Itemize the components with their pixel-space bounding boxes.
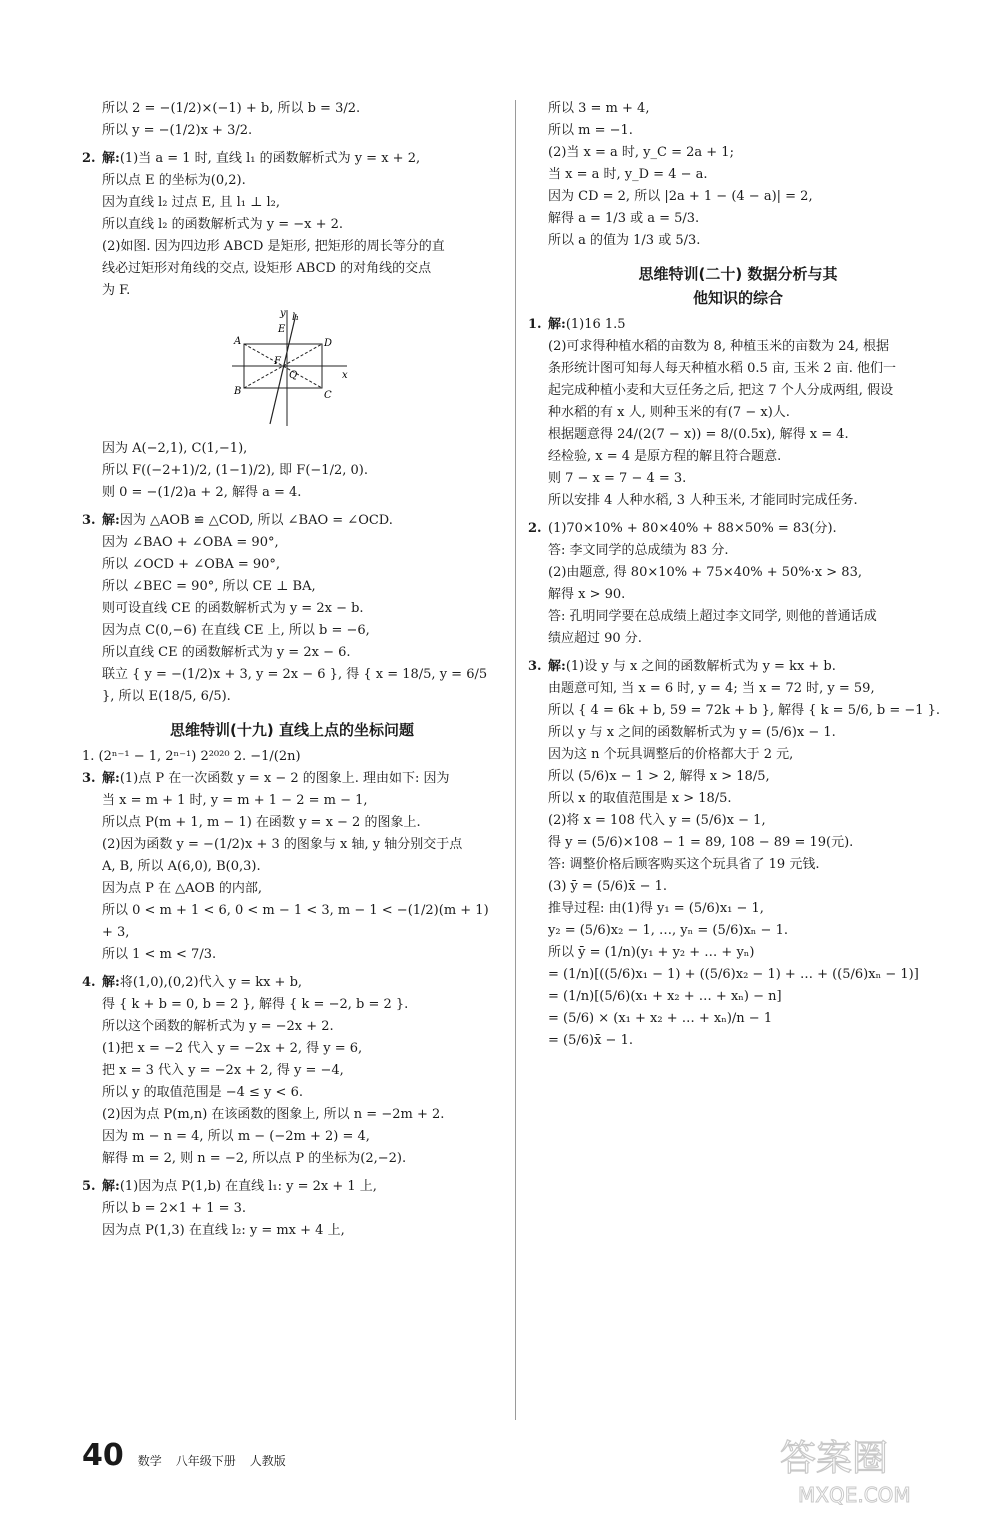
section-title-20	[528, 262, 948, 310]
text-line: (2)因为函数 y = −(1/2)x + 3 的图象与 x 轴, y 轴分别交于点	[102, 837, 463, 852]
text-line: 所以 x 的取值范围是 x > 18/5.	[548, 791, 732, 806]
watermark-logo	[770, 1430, 970, 1510]
text-line: (1)70×10% + 80×40% + 88×50% = 83(分).	[548, 521, 837, 536]
text-line: = (1/n)[((5/6)x₁ − 1) + ((5/6)x₂ − 1) + … + ((5/6)xₙ − 1)]	[548, 967, 919, 982]
l1-label: l₁	[292, 312, 300, 323]
text-line: (1)因为点 P(1,b) 在直线 l₁: y = 2x + 1 上,	[119, 1179, 377, 1194]
question-4-line	[82, 972, 502, 994]
text-line: (3) ȳ = (5/6)x̄ − 1.	[548, 879, 668, 894]
question-number: 3.	[82, 771, 96, 786]
text-line: 所以直线 l₂ 的函数解析式为 y = −x + 2.	[102, 217, 344, 232]
text-line: y₂ = (5/6)x₂ − 1, …, yₙ = (5/6)xₙ − 1.	[548, 923, 788, 938]
question-number: 2.	[82, 151, 96, 166]
page-number: 40	[82, 1438, 124, 1473]
text-line: 因为点 C(0,−6) 在直线 CE 上, 所以 b = −6,	[102, 623, 370, 638]
text-line: 把 x = 3 代入 y = −2x + 2, 得 y = −4,	[102, 1063, 344, 1078]
text-line: 解得 x > 90.	[548, 587, 626, 602]
answer-label: 解:	[102, 151, 120, 166]
y-axis-label: y	[280, 308, 286, 319]
text-line: 绩应超过 90 分.	[548, 631, 642, 646]
text-line: 所以 b = 2×1 + 1 = 3.	[102, 1201, 247, 1216]
text-line: (2)由题意, 得 80×10% + 75×40% + 50%·x > 83,	[548, 565, 862, 580]
question-number: 3.	[82, 513, 96, 528]
text-line: 因为点 P 在 △AOB 的内部,	[102, 881, 263, 896]
watermark-line-1: 答案圈	[780, 1438, 889, 1479]
text-line: 所以 0 < m + 1 < 6, 0 < m − 1 < 3, m − 1 < −(1/2)(m + 1) + 3,	[102, 903, 489, 940]
text-line: 所以 ȳ = (1/n)(y₁ + y₂ + … + yₙ)	[548, 945, 755, 960]
question-number: 3.	[528, 659, 542, 674]
text-line: 所以 (5/6)x − 1 > 2, 解得 x > 18/5,	[548, 769, 770, 784]
text-line: 将(1,0),(0,2)代入 y = kx + b,	[119, 975, 303, 990]
text-line: 所以安排 4 人种水稻, 3 人种玉米, 才能同时完成任务.	[548, 493, 858, 508]
question-number: 1.	[528, 317, 542, 332]
text-line: 线必过矩形对角线的交点, 设矩形 ABCD 的对角线的交点	[102, 261, 432, 276]
text-line: 1. (2ⁿ⁻¹ − 1, 2ⁿ⁻¹) 2²⁰²⁰ 2. −1/(2n)	[82, 749, 301, 764]
page-footer	[82, 1432, 286, 1472]
text-line: (1)设 y 与 x 之间的函数解析式为 y = kx + b.	[565, 659, 836, 674]
text-line: 因为 A(−2,1), C(1,−1),	[102, 441, 248, 456]
footer-grade: 八年级下册	[175, 1454, 236, 1468]
text-line: 经检验, x = 4 是原方程的解且符合题意.	[548, 449, 782, 464]
text-line: 因为点 P(1,3) 在直线 l₂: y = mx + 4 上,	[102, 1223, 345, 1238]
question-number: 4.	[82, 975, 96, 990]
text-line: A, B, 所以 A(6,0), B(0,3).	[102, 859, 261, 874]
footer-edition: 人教版	[249, 1454, 286, 1468]
question-number: 2.	[528, 521, 542, 536]
question-2-line	[82, 148, 502, 170]
section-title-line: 他知识的综合	[692, 289, 783, 307]
text-line: 因为直线 l₂ 过点 E, 且 l₁ ⊥ l₂,	[102, 195, 281, 210]
question-2-line	[528, 518, 948, 540]
text-line: (2)因为点 P(m,n) 在该函数的图象上, 所以 n = −2m + 2.	[102, 1107, 445, 1122]
question-1-line	[528, 314, 948, 336]
text-line: 所以 a 的值为 1/3 或 5/3.	[548, 233, 701, 248]
text-line: (1)点 P 在一次函数 y = x − 2 的图象上. 理由如下: 因为	[119, 771, 450, 786]
text-line: (2)如图. 因为四边形 ABCD 是矩形, 把矩形的周长等分的直	[102, 239, 445, 254]
text-line: 因为 △AOB ≌ △COD, 所以 ∠BAO = ∠OCD.	[119, 513, 393, 528]
text-line: (1)16 1.5	[565, 317, 626, 332]
text-line: (1)当 a = 1 时, 直线 l₁ 的函数解析式为 y = x + 2,	[119, 151, 421, 166]
text-line: 所以 y = −(1/2)x + 3/2.	[102, 123, 253, 138]
text-line: 所以 { 4 = 6k + b, 59 = 72k + b }, 解得 { k = 5/6, b = −1 }.	[548, 703, 941, 718]
text-line: 起完成种植小麦和大豆任务之后, 把这 7 个人分成两组, 假设	[548, 383, 894, 398]
text-line: 当 x = m + 1 时, y = m + 1 − 2 = m − 1,	[102, 793, 368, 808]
text-line: = (5/6)x̄ − 1.	[548, 1033, 633, 1048]
answer-label: 解:	[102, 771, 120, 786]
text-line: 所以 ∠BEC = 90°, 所以 CE ⊥ BA,	[102, 579, 316, 594]
text-line: 因为 m − n = 4, 所以 m − (−2m + 2) = 4,	[102, 1129, 370, 1144]
coordinate-diagram	[222, 308, 352, 428]
question-number: 5.	[82, 1179, 96, 1194]
text-line: 根据题意得 24/(2(7 − x)) = 8/(0.5x), 解得 x = 4.	[548, 427, 849, 442]
point-label: A	[234, 336, 242, 347]
point-label: D	[324, 338, 333, 349]
question-3-line	[82, 768, 502, 790]
x-axis-label: x	[342, 370, 348, 381]
rectangle-figure	[222, 308, 502, 432]
text-line: 当 x = a 时, y_D = 4 − a.	[548, 167, 708, 182]
text-line: 解得 a = 1/3 或 a = 5/3.	[548, 211, 700, 226]
text-line: 解得 m = 2, 则 n = −2, 所以点 P 的坐标为(2,−2).	[102, 1151, 407, 1166]
column-divider	[515, 100, 516, 1420]
left-column	[82, 98, 502, 1242]
text-line: 所以点 P(m + 1, m − 1) 在函数 y = x − 2 的图象上.	[102, 815, 421, 830]
text-line: 所以直线 CE 的函数解析式为 y = 2x − 6.	[102, 645, 351, 660]
answer-label: 解:	[102, 975, 120, 990]
text-line: 所以点 E 的坐标为(0,2).	[102, 173, 246, 188]
text-line: 所以 2 = −(1/2)×(−1) + b, 所以 b = 3/2.	[102, 101, 361, 116]
text-line: 得 y = (5/6)×108 − 1 = 89, 108 − 89 = 19(元).	[548, 835, 854, 850]
text-line: (1)把 x = −2 代入 y = −2x + 2, 得 y = 6,	[102, 1041, 363, 1056]
text-line: 答: 李文同学的总成绩为 83 分.	[548, 543, 729, 558]
text-line: 所以这个函数的解析式为 y = −2x + 2.	[102, 1019, 334, 1034]
answer-label: 解:	[102, 513, 120, 528]
text-line: 所以 F((−2+1)/2, (1−1)/2), 即 F(−1/2, 0).	[102, 463, 368, 478]
watermark-line-2: MXQE.COM	[798, 1483, 911, 1507]
question-3-line	[82, 510, 502, 532]
text-line: 所以 y 与 x 之间的函数解析式为 y = (5/6)x − 1.	[548, 725, 836, 740]
text-line: 推导过程: 由(1)得 y₁ = (5/6)x₁ − 1,	[548, 901, 764, 916]
text-line: 所以 1 < m < 7/3.	[102, 947, 217, 962]
text-line: 因为 ∠BAO + ∠OBA = 90°,	[102, 535, 279, 550]
text-line: 因为这 n 个玩具调整后的价格都大于 2 元,	[548, 747, 794, 762]
point-label: B	[234, 386, 242, 397]
text-line: 由题意可知, 当 x = 6 时, y = 4; 当 x = 72 时, y = 59,	[548, 681, 875, 696]
text-line: 答: 调整价格后顾客购买这个玩具省了 19 元钱.	[548, 857, 820, 872]
point-label: C	[324, 390, 332, 401]
text-line: = (1/n)[(5/6)(x₁ + x₂ + … + xₙ) − n]	[548, 989, 782, 1004]
footer-subject: 数学	[137, 1454, 162, 1468]
text-line: 则 0 = −(1/2)a + 2, 解得 a = 4.	[102, 485, 302, 500]
point-label: Q	[289, 370, 298, 381]
text-line: 所以 m = −1.	[548, 123, 633, 138]
text-line: 条形统计图可知每人每天种植水稻 0.5 亩, 玉米 2 亩. 他们一	[548, 361, 897, 376]
question-5-line	[82, 1176, 502, 1198]
text-line: 所以 y 的取值范围是 −4 ≤ y < 6.	[102, 1085, 303, 1100]
section-title-19: 思维特训(十九) 直线上点的坐标问题	[170, 721, 414, 739]
text-line: 得 { k + b = 0, b = 2 }, 解得 { k = −2, b = 2 }.	[102, 997, 409, 1012]
right-column	[528, 98, 948, 1052]
text-line: 答: 孔明同学要在总成绩上超过李文同学, 则他的普通话成	[548, 609, 877, 624]
text-line: (2)将 x = 108 代入 y = (5/6)x − 1,	[548, 813, 766, 828]
point-label: F	[274, 356, 281, 367]
text-line: 为 F.	[102, 283, 131, 298]
text-line: = (5/6) × (x₁ + x₂ + … + xₙ)/n − 1	[548, 1011, 773, 1026]
text-line: 因为 CD = 2, 所以 |2a + 1 − (4 − a)| = 2,	[548, 189, 813, 204]
point-label: E	[278, 324, 286, 335]
answer-label: 解:	[548, 317, 566, 332]
text-line: 所以 3 = m + 4,	[548, 101, 650, 116]
text-line: (2)可求得种植水稻的亩数为 8, 种植玉米的亩数为 24, 根据	[548, 339, 890, 354]
question-3-line	[528, 656, 948, 678]
text-line: (2)当 x = a 时, y_C = 2a + 1;	[548, 145, 734, 160]
text-line: 则 7 − x = 7 − 4 = 3.	[548, 471, 687, 486]
section-title-line: 思维特训(二十) 数据分析与其	[638, 265, 838, 283]
text-line: 则可设直线 CE 的函数解析式为 y = 2x − b.	[102, 601, 364, 616]
text-line: 联立 { y = −(1/2)x + 3, y = 2x − 6 }, 得 { x = 18/5, y = 6/5 }, 所以 E(18/5, 6/5).	[102, 667, 488, 704]
answer-label: 解:	[102, 1179, 120, 1194]
text-line: 种水稻的有 x 人, 则种玉米的有(7 − x)人.	[548, 405, 790, 420]
answer-label: 解:	[548, 659, 566, 674]
text-line: 所以 ∠OCD + ∠OBA = 90°,	[102, 557, 281, 572]
